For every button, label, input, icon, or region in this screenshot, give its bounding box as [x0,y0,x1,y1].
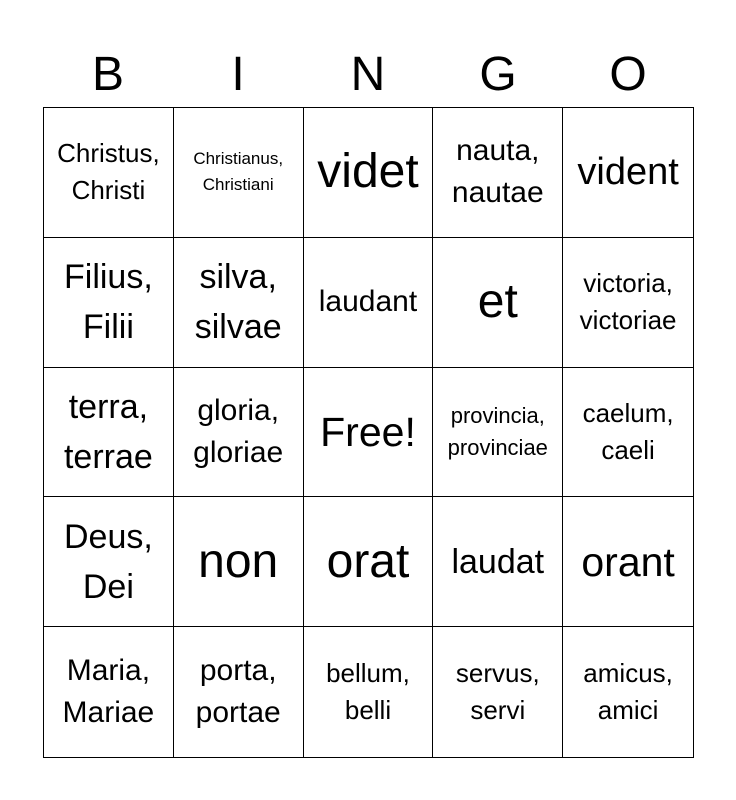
header-letter-n: N [350,48,386,101]
bingo-cell[interactable] [563,627,693,757]
bingo-cell[interactable] [433,238,563,368]
bingo-cell[interactable] [304,497,434,627]
bingo-cell[interactable] [563,497,693,627]
cell-text: non [198,534,279,588]
bingo-cell[interactable] [433,368,563,498]
cell-text: Deus, Dei [63,517,153,606]
cell-text: terra, terrae [63,387,153,476]
bingo-cell[interactable] [563,368,693,498]
bingo-cell[interactable] [174,627,304,757]
bingo-cell[interactable] [304,238,434,368]
cell-text: caelum, caeli [582,397,674,465]
bingo-cell[interactable] [174,497,304,627]
bingo-cell[interactable] [44,368,174,498]
cell-text: provincia, provinciae [447,402,548,460]
cell-text: porta, portae [195,654,281,730]
free-space-cell[interactable] [304,368,434,498]
cell-text: et [477,275,518,329]
header-letter-b: B [91,48,124,101]
bingo-cell[interactable] [433,108,563,238]
bingo-cell[interactable] [433,497,563,627]
header-letter-g: G [479,48,517,101]
cell-text: videt [317,145,419,199]
cell-text: orant [581,538,675,585]
cell-text: bellum, belli [326,658,410,726]
cell-text: orat [326,534,410,588]
cell-text: Maria, Mariae [62,654,155,730]
cell-text: Christianus, Christiani [193,149,284,195]
cell-text: Filius, Filii [64,258,153,347]
header-letter-o: O [609,48,647,101]
bingo-cell[interactable] [44,238,174,368]
cell-text: nauta, nautae [451,134,544,210]
cell-text: servus, servi [455,658,540,726]
cell-text: laudant [318,285,418,319]
bingo-cell[interactable] [563,238,693,368]
bingo-cell[interactable] [304,627,434,757]
cell-text: gloria, gloriae [193,393,284,469]
bingo-cell[interactable] [174,238,304,368]
bingo-cell[interactable] [44,108,174,238]
bingo-cell[interactable] [174,108,304,238]
free-space-label: Free! [320,408,416,455]
bingo-cell[interactable] [44,497,174,627]
bingo-cell[interactable] [44,627,174,757]
header-letter-i: I [231,48,245,101]
cell-text: Christus, Christi [57,138,160,206]
bingo-header [43,44,693,106]
bingo-cell[interactable] [433,627,563,757]
bingo-cell[interactable] [563,108,693,238]
cell-text: laudat [451,542,545,581]
cell-text: vident [577,151,679,194]
bingo-cell[interactable] [174,368,304,498]
bingo-cell[interactable] [304,108,434,238]
bingo-board [43,107,694,758]
cell-text: amicus, amici [583,658,673,726]
cell-text: silva, silvae [194,258,282,347]
cell-text: victoria, victoriae [579,268,677,336]
